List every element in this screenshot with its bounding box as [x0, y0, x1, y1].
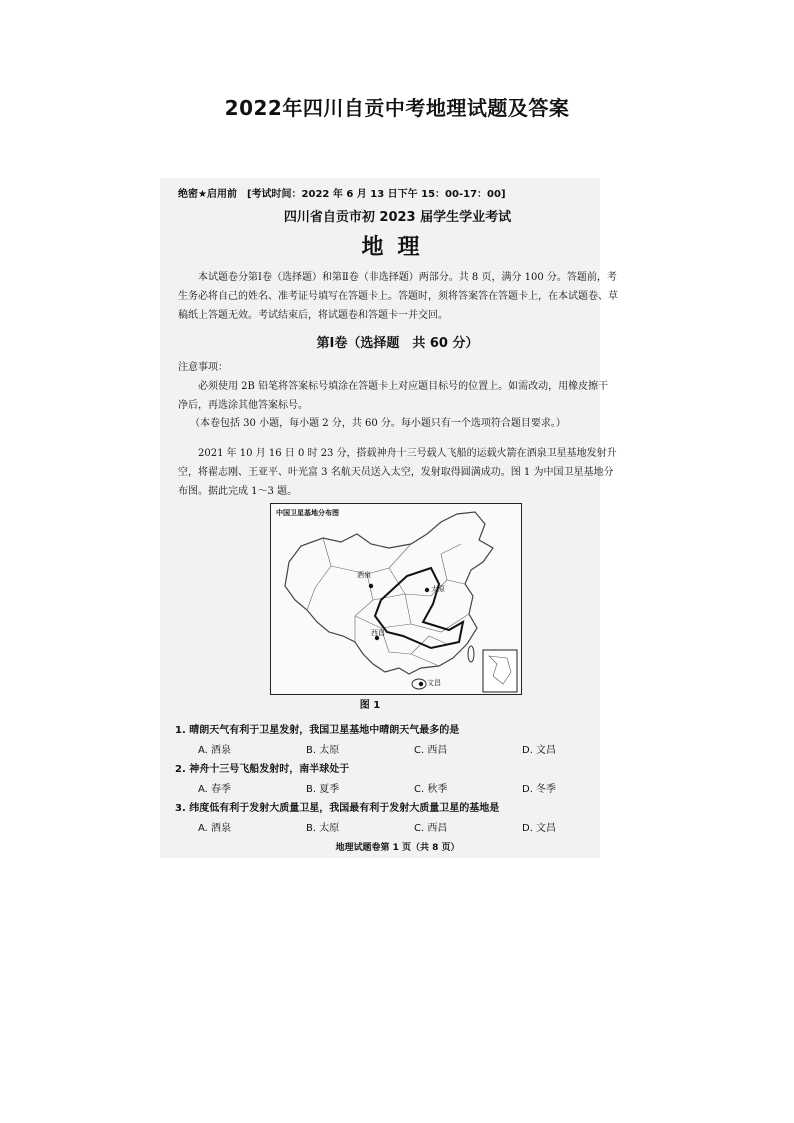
- question-3-option-b[interactable]: B. 太原: [306, 823, 340, 834]
- question-2-option-b[interactable]: B. 夏季: [306, 784, 340, 795]
- notes-scope: （本卷包括 30 小题，每小题 2 分，共 60 分。每小题只有一个选项符合题目要求。）: [190, 418, 566, 429]
- question-2-option-c[interactable]: C. 秋季: [414, 784, 448, 795]
- notes-body: 必须使用 2B 铅笔将答案标号填涂在答题卡上对应题目标号的位置上。如需改动，用橡皮擦干净后，再选涂其他答案标号。: [178, 381, 609, 411]
- question-2-option-d[interactable]: D. 冬季: [522, 784, 557, 795]
- site-label-wenchang: 文昌: [427, 679, 441, 687]
- wenchang-marker: [419, 682, 423, 686]
- question-1-stem: 1. 晴朗天气有利于卫星发射，我国卫星基地中晴朗天气最多的是: [175, 725, 460, 736]
- subject-title: 地理: [361, 235, 434, 260]
- part-one-title: 第Ⅰ卷（选择题 共 60 分）: [316, 336, 479, 351]
- question-1-option-c[interactable]: C. 西昌: [414, 745, 448, 756]
- page-footer: 地理试题卷第 1 页（共 8 页）: [335, 843, 460, 853]
- page-title: 2022年四川自贡中考地理试题及答案: [224, 96, 570, 120]
- confidential-time-line: 绝密★启用前 [考试时间：2022 年 6 月 13 日下午 15：00-17：00]: [178, 189, 506, 200]
- question-1-option-b[interactable]: B. 太原: [306, 745, 340, 756]
- question-1-option-a[interactable]: A. 酒泉: [198, 745, 232, 756]
- site-label-xichang: 西昌: [371, 629, 385, 637]
- question-3-option-d[interactable]: D. 文昌: [522, 823, 557, 834]
- china-satellite-base-map: [270, 503, 522, 695]
- jiuquan-marker: [369, 584, 373, 588]
- exam-instructions: 本试题卷分第Ⅰ卷（选择题）和第Ⅱ卷（非选择题）两部分。共 8 页，满分 100 分。答题前，考生务必将自己的姓名、准考证号填写在答题卡上。答题时，须将答案答在答题卡上，在本试题卷、草稿纸上答题无效。考试结束后，将试题卷和答题卡一并交回。: [178, 272, 618, 321]
- reading-passage: 2021 年 10 月 16 日 0 时 23 分，搭载神舟十三号载人飞船的运载火箭在酒泉卫星基地发射升空，将翟志刚、王亚平、叶光富 3 名航天员送入太空，发射取得圆满成功。图 1 为中国卫星基地分布图。据此完成 1～3 题。: [178, 448, 617, 497]
- exam-name: 四川省自贡市初 2023 届学生学业考试: [283, 210, 512, 225]
- site-label-jiuquan: 酒泉: [357, 571, 371, 579]
- question-3-option-c[interactable]: C. 西昌: [414, 823, 448, 834]
- question-1-option-d[interactable]: D. 文昌: [522, 745, 557, 756]
- question-3-option-a[interactable]: A. 酒泉: [198, 823, 232, 834]
- china-outline-drawing: [271, 504, 521, 694]
- figure-caption: 图 1: [359, 700, 381, 711]
- map-title: 中国卫星基地分布图: [276, 509, 339, 517]
- notes-heading: 注意事项：: [178, 362, 228, 373]
- question-3-stem: 3. 纬度低有利于发射大质量卫星，我国最有利于发射大质量卫星的基地是: [175, 803, 500, 814]
- question-2-option-a[interactable]: A. 春季: [198, 784, 232, 795]
- question-2-stem: 2. 神舟十三号飞船发射时，南半球处于: [175, 764, 350, 775]
- taiyuan-marker: [425, 588, 429, 592]
- site-label-taiyuan: 太原: [431, 585, 445, 593]
